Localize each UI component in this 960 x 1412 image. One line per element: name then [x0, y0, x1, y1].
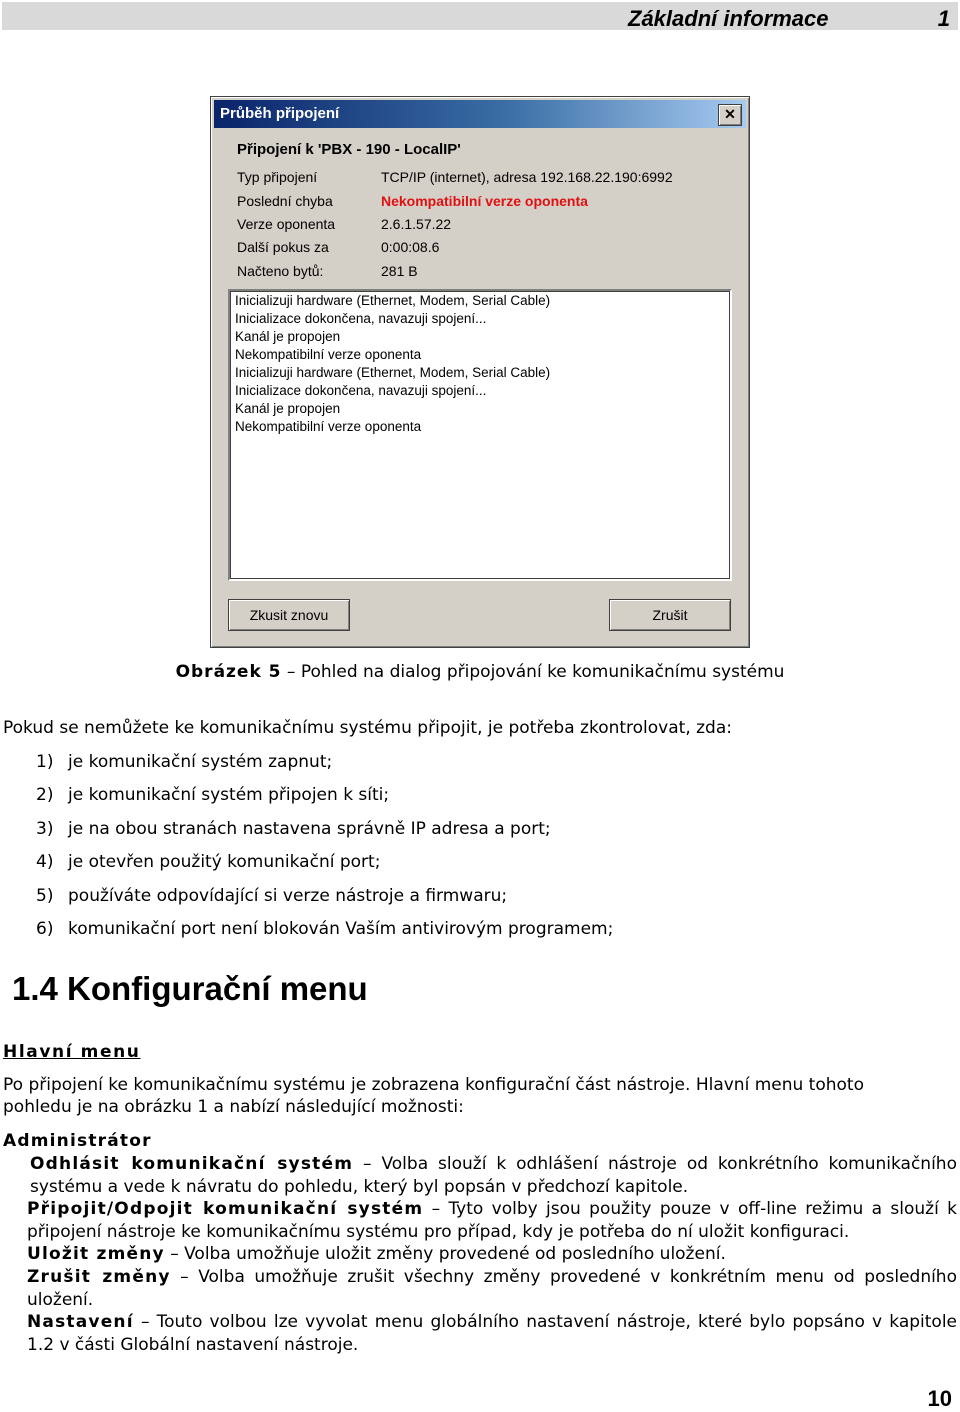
- main-menu-intro-line: pohledu je na obrázku 1 a nabízí následující možnosti:: [3, 1097, 464, 1117]
- main-menu-intro-line: Po připojení ke komunikačnímu systému je zobrazena konfigurační část nástroje. Hlavní menu tohoto: [3, 1075, 864, 1095]
- dialog-title: Průběh připojení: [220, 105, 340, 122]
- info-value-last-error: Nekompatibilní verze oponenta: [381, 193, 588, 209]
- connection-dialog: [210, 96, 750, 648]
- log-line: Inicializace dokončena, navazuji spojení...: [235, 383, 487, 398]
- info-label-next-attempt: Další pokus za: [237, 239, 329, 255]
- log-line: Inicializuji hardware (Ethernet, Modem, Serial Cable): [235, 365, 551, 380]
- cancel-button[interactable]: Zrušit: [609, 599, 731, 631]
- subheading-main-menu: Hlavní menu: [3, 1042, 141, 1062]
- list-item: 5) používáte odpovídající si verze nástroje a firmwaru;: [36, 886, 508, 906]
- list-item: 3) je na obou stranách nastavena správně IP adresa a port;: [36, 819, 551, 839]
- page-number: 10: [927, 1386, 952, 1411]
- info-label-last-error: Poslední chyba: [237, 193, 333, 209]
- header-title: Základní informace: [628, 6, 829, 31]
- log-line: Nekompatibilní verze oponenta: [235, 419, 422, 434]
- info-label-connection-type: Typ připojení: [237, 169, 318, 185]
- list-item: 1) je komunikační systém zapnut;: [36, 752, 333, 772]
- page-header: [2, 2, 958, 30]
- log-line: Kanál je propojen: [235, 401, 341, 416]
- retry-button[interactable]: Zkusit znovu: [228, 599, 350, 631]
- log-line: Kanál je propojen: [235, 329, 341, 344]
- dialog-titlebar: [214, 100, 746, 128]
- log-line: Inicializace dokončena, navazuji spojení...: [235, 311, 487, 326]
- figure-caption: [0, 662, 960, 682]
- log-line: Nekompatibilní verze oponenta: [235, 347, 422, 362]
- close-icon[interactable]: ✕: [718, 104, 742, 126]
- info-value-bytes-loaded: 281 B: [381, 263, 418, 279]
- menu-item-description: Nastavení – Touto volbou lze vyvolat menu globálního nastavení nástroje, které bylo popsáno v kapitole 1.2 v části Globální nastavení nástroje.: [27, 1312, 957, 1355]
- list-item: 6) komunikační port není blokován Vaším antivirovým programem;: [36, 919, 614, 939]
- menu-item-description: Zrušit změny – Volba umožňuje zrušit všechny změny provedené v konkrétním menu od posledního uložení.: [27, 1267, 957, 1310]
- menu-item-description: Odhlásit komunikační systém – Volba slouží k odhlášení nástroje od konkrétního komunikačního systému a vede k návratu do pohledu, který byl popsán v předchozí kapitole.: [30, 1154, 957, 1197]
- list-item: 2) je komunikační systém připojen k síti;: [36, 785, 390, 805]
- info-label-bytes-loaded: Načteno bytů:: [237, 263, 324, 279]
- connection-log[interactable]: [228, 289, 732, 581]
- admin-heading: Administrátor: [3, 1131, 152, 1151]
- menu-item-description: Uložit změny – Volba umožňuje uložit změny provedené od posledního uložení.: [27, 1244, 726, 1264]
- list-item: 4) je otevřen použitý komunikační port;: [36, 852, 381, 872]
- intro-paragraph: Pokud se nemůžete ke komunikačnímu systému připojit, je potřeba zkontrolovat, zda:: [3, 718, 732, 738]
- info-value-opponent-version: 2.6.1.57.22: [381, 216, 452, 232]
- connection-title: Připojení k 'PBX - 190 - LocalIP': [237, 141, 461, 158]
- log-line: Inicializuji hardware (Ethernet, Modem, Serial Cable): [235, 293, 551, 308]
- info-label-opponent-version: Verze oponenta: [237, 216, 336, 232]
- header-chapter-number: 1: [937, 6, 950, 31]
- section-title: 1.4 Konfigurační menu: [12, 970, 368, 1007]
- info-value-next-attempt: 0:00:08.6: [381, 239, 440, 255]
- caption-label: Obrázek 5: [175, 662, 282, 682]
- caption-dash: –: [286, 662, 296, 682]
- info-value-connection-type: TCP/IP (internet), adresa 192.168.22.190:6992: [381, 169, 673, 185]
- caption-text: Pohled na dialog připojování ke komunikačnímu systému: [300, 662, 785, 682]
- menu-item-description: Připojit/Odpojit komunikační systém – Tyto volby jsou použity pouze v off-line režimu a slouží k připojení nástroje ke komunikačnímu systému pro případ, kdy je potřeba do ní uložit konfiguraci.: [27, 1199, 958, 1242]
